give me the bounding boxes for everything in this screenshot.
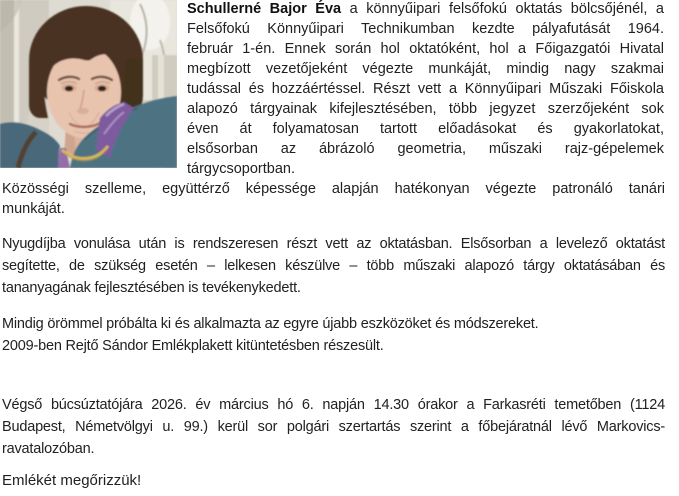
text-line: ravatalozóban. [2,441,95,457]
deceased-name: Schullerné Bajor Éva [187,1,342,17]
text-line: munkáját. [2,201,65,217]
text-line: Nyugdíjba vonulása után is rendszeresen részt vett az oktatásban. Elsősorban a levelező oktatást [2,236,665,252]
text-line: tananyagának fejlesztésében is tevékenykedett. [2,280,301,296]
text-line [187,0,664,19]
text-line: Mindig örömmel próbálta ki és alkalmazta az egyre újabb eszközöket és módszereket. [2,316,539,332]
achievements-paragraph [2,313,665,357]
text-line: elsősorban az ábrázoló geometria, műszaki rajz-gépelemek [187,141,664,157]
text-line: február 1-én. Ennek során hol oktatóként, hol a Főigazgatói Hivatal [187,41,664,57]
text-line: Közösségi szelleme, együttérző képessége alapján hatékonyan végezte patronáló tanári [2,181,665,197]
text-line: alapozó tárgyainak kifejlesztésében, több jegyzet szerzőjeként sok [187,101,664,117]
text-line: segítette, de szükség esetén – lelkesen készülve – több műszaki alapozó tárgy oktatásában és [2,258,665,274]
retirement-paragraph [2,233,665,299]
text-line: Budapest, Németvölgyi u. 99.) kerül sor polgári szertartás szerint a főbejáratnál lévő Markovics- [2,419,665,435]
text-line: tárgycsoportban. [187,161,296,177]
intro-paragraph [187,0,664,179]
text-line: Végső búcsúztatójára 2026. év március hó 6. napján 14.30 órakor a Farkasréti temetőben (1124 [2,397,665,413]
portrait-photo [0,0,177,168]
text-line-rest: a könnyűipari felsőfokú oktatás bölcsőjénél, a [341,1,664,17]
text-line: éven át folyamatosan tartott előadásokat és gyakorlatokat, [187,121,664,137]
funeral-details-paragraph [2,394,665,460]
closing-line [2,470,665,492]
text-line: 2009-ben Rejtő Sándor Emlékplakett kitüntetésben részesült. [2,338,384,354]
community-paragraph [2,179,665,219]
text-line: Emlékét megőrizzük! [2,472,142,489]
text-line: tudással és hozzáértéssel. Részt vett a Könnyűipari Műszaki Főiskola [187,81,664,97]
text-line: Felsőfokú Könnyűipari Technikumban kezdte pályafutását 1964. [187,21,664,37]
text-line: megbízott vezetőjeként végezte munkáját, mindig nagy szakmai [187,61,664,77]
